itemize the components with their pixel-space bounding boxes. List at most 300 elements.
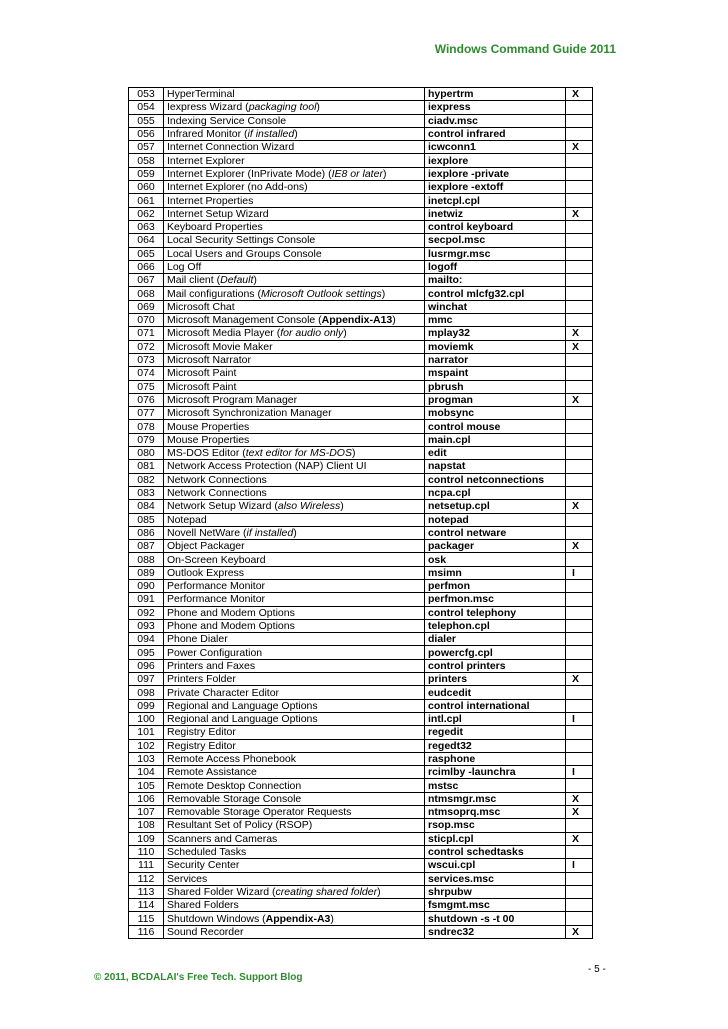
program-name: [164, 872, 425, 885]
row-number: 081: [129, 460, 164, 473]
table-row: [129, 154, 593, 167]
row-number: 054: [129, 101, 164, 114]
table-row: [129, 314, 593, 327]
flag-cell: [566, 167, 593, 180]
command-cell: hypertrm: [425, 88, 566, 101]
flag-cell: [566, 500, 593, 513]
row-number: 072: [129, 340, 164, 353]
command-cell: mobsync: [425, 407, 566, 420]
flag-cell: [566, 566, 593, 579]
row-number: 071: [129, 327, 164, 340]
command-cell: secpol.msc: [425, 234, 566, 247]
program-name: [164, 486, 425, 499]
table-row: [129, 167, 593, 180]
row-number: 096: [129, 659, 164, 672]
program-name: [164, 633, 425, 646]
program-name: [164, 340, 425, 353]
flag-cell: [566, 593, 593, 606]
flag-cell: [566, 792, 593, 805]
row-number: 094: [129, 633, 164, 646]
table-row: [129, 699, 593, 712]
program-name: [164, 806, 425, 819]
program-name: [164, 407, 425, 420]
flag-cell: [566, 447, 593, 460]
command-cell: control infrared: [425, 127, 566, 140]
table-row: [129, 540, 593, 553]
table-row: [129, 885, 593, 898]
program-name-part: Microsoft Media Player (: [167, 327, 281, 340]
program-name: [164, 127, 425, 140]
flag-cell: [566, 433, 593, 446]
program-name: [164, 845, 425, 858]
table-row: [129, 553, 593, 566]
table-row: [129, 806, 593, 819]
row-number: 107: [129, 806, 164, 819]
flag-cell: [566, 220, 593, 233]
table-row: [129, 420, 593, 433]
table-row: [129, 912, 593, 925]
table-row: [129, 566, 593, 579]
table-row: [129, 447, 593, 460]
table-row: [129, 500, 593, 513]
program-name-part: ): [253, 274, 257, 287]
table-row: [129, 287, 593, 300]
program-name-part: Mail configurations (: [167, 287, 261, 300]
flag-cell: [566, 274, 593, 287]
program-name-part: ): [381, 287, 386, 300]
program-name-part: ): [293, 526, 297, 539]
program-name-part: IE8 or later: [331, 167, 383, 180]
command-cell: inetcpl.cpl: [425, 194, 566, 207]
flag-cell: [566, 726, 593, 739]
flag-cell: [566, 194, 593, 207]
table-row: [129, 726, 593, 739]
flag-mark: I: [572, 859, 575, 872]
program-name-part: Appendix-A13: [321, 314, 393, 327]
program-name: [164, 752, 425, 765]
flag-cell: [566, 340, 593, 353]
row-number: 114: [129, 899, 164, 912]
row-number: 104: [129, 766, 164, 779]
command-cell: mmc: [425, 314, 566, 327]
row-number: 106: [129, 792, 164, 805]
program-name-part: Performance Monitor: [167, 593, 266, 606]
flag-cell: [566, 287, 593, 300]
program-name-part: ): [377, 885, 381, 898]
row-number: 116: [129, 925, 164, 938]
flag-cell: [566, 526, 593, 539]
program-name: [164, 114, 425, 127]
program-name-part: ): [316, 101, 320, 114]
row-number: 063: [129, 220, 164, 233]
program-name-part: Notepad: [167, 513, 207, 526]
row-number: 062: [129, 207, 164, 220]
program-name-part: ): [330, 912, 334, 925]
flag-cell: [566, 486, 593, 499]
command-cell: shrpubw: [425, 885, 566, 898]
row-number: 100: [129, 712, 164, 725]
program-name: [164, 433, 425, 446]
program-name: [164, 673, 425, 686]
program-name: [164, 859, 425, 872]
table-row: [129, 673, 593, 686]
row-number: 061: [129, 194, 164, 207]
flag-cell: [566, 300, 593, 313]
flag-cell: [566, 207, 593, 220]
program-name-part: Resultant Set of Policy (RSOP): [167, 819, 313, 832]
program-name-part: Network Setup Wizard (: [167, 500, 278, 513]
flag-cell: [566, 739, 593, 752]
command-cell: netsetup.cpl: [425, 500, 566, 513]
flag-cell: [566, 859, 593, 872]
flag-cell: [566, 393, 593, 406]
table-row: [129, 260, 593, 273]
flag-cell: [566, 141, 593, 154]
program-name-part: Mail client (: [167, 274, 221, 287]
table-row: [129, 393, 593, 406]
program-name: [164, 566, 425, 579]
table-row: [129, 872, 593, 885]
table-row: [129, 925, 593, 938]
table-row: [129, 526, 593, 539]
table-row: [129, 832, 593, 845]
command-cell: intl.cpl: [425, 712, 566, 725]
program-name-part: Internet Properties: [167, 194, 254, 207]
program-name: [164, 766, 425, 779]
program-name-part: Registry Editor: [167, 739, 236, 752]
table-row: [129, 593, 593, 606]
command-cell: progman: [425, 393, 566, 406]
flag-cell: [566, 181, 593, 194]
table-row: [129, 899, 593, 912]
flag-cell: [566, 819, 593, 832]
command-cell: moviemk: [425, 340, 566, 353]
command-cell: regedit: [425, 726, 566, 739]
command-cell: perfmon: [425, 579, 566, 592]
program-name: [164, 141, 425, 154]
command-cell: perfmon.msc: [425, 593, 566, 606]
program-name-part: Default: [220, 274, 254, 287]
command-cell: powercfg.cpl: [425, 646, 566, 659]
table-row: [129, 513, 593, 526]
program-name: [164, 260, 425, 273]
program-name-part: Removable Storage Console: [167, 792, 302, 805]
flag-cell: [566, 540, 593, 553]
program-name-part: Scheduled Tasks: [167, 846, 247, 859]
command-cell: ntmsmgr.msc: [425, 792, 566, 805]
row-number: 077: [129, 407, 164, 420]
row-number: 073: [129, 353, 164, 366]
program-name: [164, 420, 425, 433]
program-name: [164, 526, 425, 539]
command-cell: telephon.cpl: [425, 619, 566, 632]
command-cell: logoff: [425, 260, 566, 273]
row-number: 064: [129, 234, 164, 247]
program-name-part: Network Connections: [167, 487, 267, 500]
table-row: [129, 367, 593, 380]
program-name-part: ): [343, 327, 347, 340]
command-cell: printers: [425, 673, 566, 686]
flag-cell: [566, 899, 593, 912]
row-number: 105: [129, 779, 164, 792]
command-cell: rasphone: [425, 752, 566, 765]
row-number: 059: [129, 167, 164, 180]
page-number: - 5 -: [588, 964, 606, 975]
table-row: [129, 340, 593, 353]
flag-cell: [566, 154, 593, 167]
command-cell: mplay32: [425, 327, 566, 340]
program-name-part: MS-DOS Editor (: [167, 447, 246, 460]
program-name-part: Microsoft Program Manager: [167, 393, 298, 406]
flag-mark: I: [572, 713, 575, 726]
program-name-part: Local Security Settings Console: [167, 234, 316, 247]
program-name-part: Network Access Protection (NAP) Client UI: [167, 460, 367, 473]
program-name-part: Remote Assistance: [167, 766, 257, 779]
program-name-part: Internet Explorer: [167, 154, 245, 167]
command-cell: fsmgmt.msc: [425, 899, 566, 912]
command-cell: control netconnections: [425, 473, 566, 486]
program-name: [164, 686, 425, 699]
program-name-part: Microsoft Chat: [167, 300, 235, 313]
command-cell: ntmsoprq.msc: [425, 806, 566, 819]
row-number: 086: [129, 526, 164, 539]
table-row: [129, 859, 593, 872]
table-row: [129, 88, 593, 101]
program-name: [164, 287, 425, 300]
flag-cell: [566, 872, 593, 885]
table-row: [129, 845, 593, 858]
table-row: [129, 101, 593, 114]
program-name-part: Phone Dialer: [167, 633, 228, 646]
row-number: 070: [129, 314, 164, 327]
table-row: [129, 220, 593, 233]
program-name: [164, 353, 425, 366]
program-name: [164, 885, 425, 898]
program-name: [164, 513, 425, 526]
command-cell: main.cpl: [425, 433, 566, 446]
table-row: [129, 486, 593, 499]
program-name-part: Printers and Faxes: [167, 659, 256, 672]
command-cell: rsop.msc: [425, 819, 566, 832]
flag-mark: X: [572, 393, 580, 406]
command-cell: pbrush: [425, 380, 566, 393]
flag-mark: X: [572, 792, 580, 805]
flag-cell: [566, 234, 593, 247]
row-number: 103: [129, 752, 164, 765]
program-name-part: Iexpress Wizard (: [167, 101, 249, 114]
flag-mark: X: [572, 207, 580, 220]
row-number: 087: [129, 540, 164, 553]
row-number: 108: [129, 819, 164, 832]
flag-mark: I: [572, 766, 575, 779]
program-name: [164, 274, 425, 287]
row-number: 083: [129, 486, 164, 499]
row-number: 092: [129, 606, 164, 619]
program-name-part: Mouse Properties: [167, 433, 250, 446]
flag-mark: X: [572, 673, 580, 686]
program-name: [164, 540, 425, 553]
row-number: 101: [129, 726, 164, 739]
flag-cell: [566, 88, 593, 101]
flag-cell: [566, 766, 593, 779]
program-name-part: Appendix-A3: [265, 912, 331, 925]
command-cell: sticpl.cpl: [425, 832, 566, 845]
table-row: [129, 114, 593, 127]
flag-mark: X: [572, 540, 580, 553]
row-number: 055: [129, 114, 164, 127]
row-number: 065: [129, 247, 164, 260]
program-name: [164, 925, 425, 938]
command-cell: narrator: [425, 353, 566, 366]
flag-cell: [566, 101, 593, 114]
table-row: [129, 207, 593, 220]
program-name-part: Local Users and Groups Console: [167, 247, 322, 260]
command-cell: mstsc: [425, 779, 566, 792]
program-name: [164, 779, 425, 792]
flag-cell: [566, 314, 593, 327]
program-name: [164, 473, 425, 486]
row-number: 084: [129, 500, 164, 513]
program-name: [164, 393, 425, 406]
program-name-part: Sound Recorder: [167, 925, 244, 938]
program-name: [164, 726, 425, 739]
flag-mark: X: [572, 141, 580, 154]
program-name-part: also Wireless: [277, 500, 341, 513]
program-name-part: ): [294, 128, 298, 141]
row-number: 066: [129, 260, 164, 273]
row-number: 068: [129, 287, 164, 300]
row-number: 085: [129, 513, 164, 526]
flag-cell: [566, 367, 593, 380]
row-number: 110: [129, 845, 164, 858]
row-number: 057: [129, 141, 164, 154]
table-row: [129, 181, 593, 194]
program-name: [164, 167, 425, 180]
table-row: [129, 234, 593, 247]
command-cell: rcimlby -launchra: [425, 766, 566, 779]
row-number: 067: [129, 274, 164, 287]
program-name: [164, 460, 425, 473]
program-name-part: Novell NetWare (: [167, 526, 247, 539]
command-cell: ncpa.cpl: [425, 486, 566, 499]
program-name: [164, 606, 425, 619]
table-row: [129, 619, 593, 632]
program-name-part: Mouse Properties: [167, 420, 250, 433]
table-row: [129, 274, 593, 287]
command-cell: osk: [425, 553, 566, 566]
program-name-part: Microsoft Management Console (: [167, 314, 322, 327]
table-row: [129, 819, 593, 832]
program-name-part: Registry Editor: [167, 726, 236, 739]
program-name-part: Phone and Modem Options: [167, 606, 295, 619]
program-name-part: Removable Storage Operator Requests: [167, 806, 352, 819]
program-name-part: Microsoft Movie Maker: [167, 340, 273, 353]
program-name-part: Outlook Express: [167, 566, 245, 579]
command-cell: edit: [425, 447, 566, 460]
flag-cell: [566, 513, 593, 526]
program-name-part: Shared Folder Wizard (: [167, 885, 276, 898]
command-cell: iexpress: [425, 101, 566, 114]
program-name-part: Internet Setup Wizard: [167, 207, 269, 220]
table-row: [129, 407, 593, 420]
flag-cell: [566, 247, 593, 260]
command-cell: ciadv.msc: [425, 114, 566, 127]
program-name-part: Regional and Language Options: [167, 699, 318, 712]
command-cell: lusrmgr.msc: [425, 247, 566, 260]
table-row: [129, 606, 593, 619]
flag-cell: [566, 460, 593, 473]
row-number: 082: [129, 473, 164, 486]
program-name: [164, 88, 425, 101]
command-cell: eudcedit: [425, 686, 566, 699]
row-number: 115: [129, 912, 164, 925]
command-cell: control mlcfg32.cpl: [425, 287, 566, 300]
flag-cell: [566, 646, 593, 659]
program-name-part: Indexing Service Console: [167, 114, 287, 127]
program-name-part: Services: [167, 872, 208, 885]
table-row: [129, 739, 593, 752]
row-number: 093: [129, 619, 164, 632]
program-name-part: ): [351, 447, 356, 460]
table-row: [129, 473, 593, 486]
program-name-part: Printers Folder: [167, 673, 236, 686]
command-cell: control international: [425, 699, 566, 712]
table-row: [129, 579, 593, 592]
program-name: [164, 207, 425, 220]
command-cell: control mouse: [425, 420, 566, 433]
flag-cell: [566, 832, 593, 845]
program-name-part: ): [340, 500, 344, 513]
flag-cell: [566, 806, 593, 819]
flag-cell: [566, 327, 593, 340]
flag-cell: [566, 712, 593, 725]
flag-cell: [566, 420, 593, 433]
program-name-part: Power Configuration: [167, 646, 263, 659]
command-cell: icwconn1: [425, 141, 566, 154]
program-name: [164, 699, 425, 712]
program-name: [164, 101, 425, 114]
program-name-part: Phone and Modem Options: [167, 620, 295, 633]
program-name: [164, 447, 425, 460]
row-number: 099: [129, 699, 164, 712]
program-name-part: Network Connections: [167, 473, 267, 486]
command-cell: control keyboard: [425, 220, 566, 233]
program-name: [164, 553, 425, 566]
table-row: [129, 141, 593, 154]
program-name-part: Log Off: [167, 261, 202, 273]
flag-mark: X: [572, 832, 580, 845]
table-row: [129, 380, 593, 393]
program-name-part: Infrared Monitor (: [167, 128, 248, 141]
flag-cell: [566, 579, 593, 592]
flag-cell: [566, 260, 593, 273]
table-row: [129, 247, 593, 260]
flag-cell: [566, 619, 593, 632]
table-row: [129, 127, 593, 140]
program-name: [164, 154, 425, 167]
command-cell: services.msc: [425, 872, 566, 885]
row-number: 069: [129, 300, 164, 313]
row-number: 111: [129, 859, 164, 872]
program-name-part: Microsoft Paint: [167, 367, 237, 380]
flag-cell: [566, 752, 593, 765]
program-name: [164, 327, 425, 340]
row-number: 088: [129, 553, 164, 566]
program-name-part: Security Center: [167, 859, 240, 872]
flag-cell: [566, 407, 593, 420]
row-number: 056: [129, 127, 164, 140]
row-number: 078: [129, 420, 164, 433]
